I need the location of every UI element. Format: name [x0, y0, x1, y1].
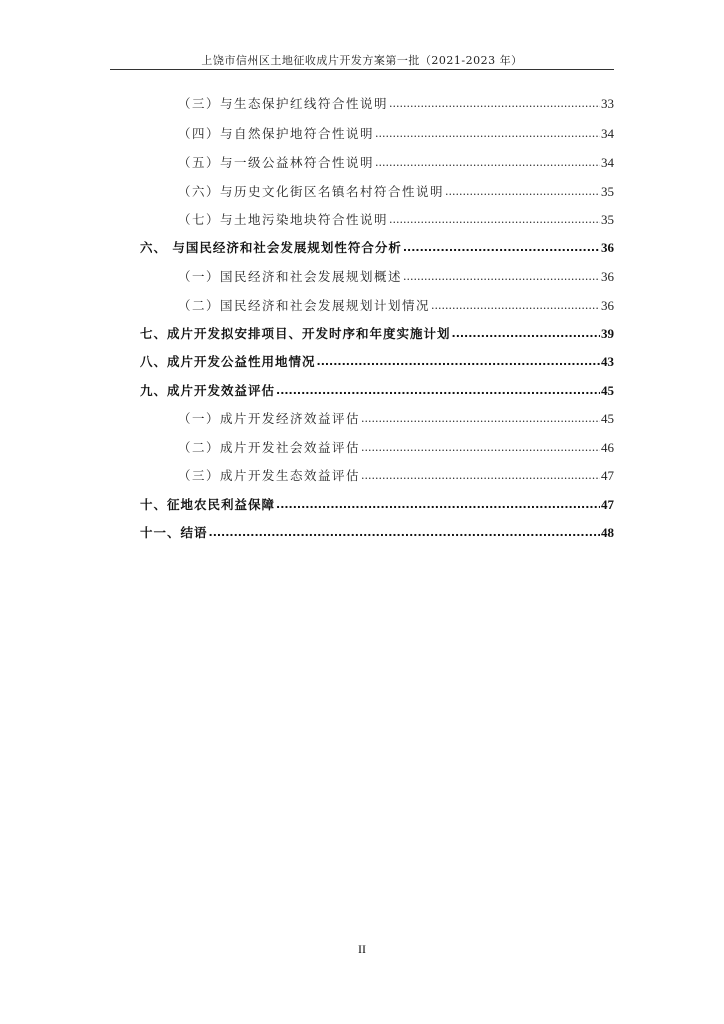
- toc-entry-title: 十、征地农民利益保障: [140, 497, 276, 512]
- toc-entry-page: 36: [601, 269, 614, 284]
- toc-entry-title: （四）与自然保护地符合性说明: [178, 126, 375, 141]
- toc-entry-page: 47: [601, 468, 614, 483]
- toc-entry-title: （一）成片开发经济效益评估: [178, 411, 361, 426]
- toc-entry-chapter[interactable]: [140, 381, 614, 399]
- toc-entry-title: 七、成片开发拟安排项目、开发时序和年度实施计划: [140, 326, 451, 341]
- toc-entry[interactable]: [178, 296, 614, 314]
- toc-dot-leader: [403, 239, 600, 254]
- toc-dot-leader: [209, 524, 600, 539]
- toc-entry-title: 六、 与国民经济和社会发展规划性符合分析: [140, 240, 402, 255]
- toc-entry-page: 34: [601, 126, 614, 141]
- toc-entry-title: （五）与一级公益林符合性说明: [178, 155, 375, 170]
- toc-dot-leader: [403, 268, 600, 283]
- toc-dot-leader: [361, 439, 600, 454]
- toc-entry-page: 36: [601, 298, 614, 313]
- toc-entry-title: （七）与土地污染地块符合性说明: [178, 212, 389, 227]
- toc-entry-page: 35: [601, 184, 614, 199]
- toc-entry-title: （三）与生态保护红线符合性说明: [178, 96, 389, 111]
- toc-dot-leader: [361, 467, 600, 482]
- toc-entry-chapter[interactable]: [140, 495, 614, 513]
- toc-dot-leader: [317, 353, 600, 368]
- toc-dot-leader: [276, 496, 600, 511]
- toc-entry[interactable]: [178, 94, 614, 112]
- toc-entry[interactable]: [178, 409, 614, 427]
- toc-dot-leader: [452, 325, 600, 340]
- toc-dot-leader: [445, 183, 600, 198]
- toc-dot-leader: [375, 125, 600, 140]
- page-header: 上饶市信州区土地征收成片开发方案第一批（2021-2023 年）: [201, 54, 523, 67]
- toc-entry[interactable]: [178, 182, 614, 200]
- toc-dot-leader: [431, 297, 600, 312]
- toc-entry[interactable]: [178, 267, 614, 285]
- toc-entry[interactable]: [178, 124, 614, 142]
- toc-entry-title: （六）与历史文化街区名镇名村符合性说明: [178, 184, 445, 199]
- toc-entry-title: （三）成片开发生态效益评估: [178, 468, 361, 483]
- toc-entry[interactable]: [178, 153, 614, 171]
- toc-dot-leader: [389, 211, 600, 226]
- toc-entry-title: 九、成片开发效益评估: [140, 383, 276, 398]
- toc-entry-page: 39: [601, 326, 614, 341]
- toc-entry-title: （二）成片开发社会效益评估: [178, 440, 361, 455]
- header-divider: [110, 69, 614, 70]
- toc-dot-leader: [389, 95, 600, 110]
- toc-entry-page: 45: [601, 411, 614, 426]
- toc-entry-page: 34: [601, 155, 614, 170]
- toc-dot-leader: [361, 410, 600, 425]
- toc-dot-leader: [276, 382, 600, 397]
- toc-entry-page: 46: [601, 440, 614, 455]
- toc-entry-chapter[interactable]: [140, 523, 614, 541]
- toc-entry-chapter[interactable]: [140, 324, 614, 342]
- toc-entry[interactable]: [178, 210, 614, 228]
- toc-entry-page: 45: [601, 383, 614, 398]
- toc-dot-leader: [375, 154, 600, 169]
- toc-entry-page: 47: [601, 497, 614, 512]
- toc-entry-page: 33: [601, 96, 614, 111]
- toc-entry-page: 43: [601, 354, 614, 369]
- toc-entry-title: 八、成片开发公益性用地情况: [140, 354, 316, 369]
- toc-entry-chapter[interactable]: [140, 238, 614, 256]
- toc-entry-page: 35: [601, 212, 614, 227]
- toc-entry-title: 十一、结语: [140, 525, 208, 540]
- toc-entry-page: 48: [601, 525, 614, 540]
- page-number: II: [358, 942, 366, 956]
- toc-entry[interactable]: [178, 466, 614, 484]
- toc-entry-title: （二）国民经济和社会发展规划计划情况: [178, 298, 431, 313]
- toc-entry[interactable]: [178, 438, 614, 456]
- toc-entry-page: 36: [601, 240, 614, 255]
- toc-entry-chapter[interactable]: [140, 352, 614, 370]
- toc-entry-title: （一）国民经济和社会发展规划概述: [178, 269, 403, 284]
